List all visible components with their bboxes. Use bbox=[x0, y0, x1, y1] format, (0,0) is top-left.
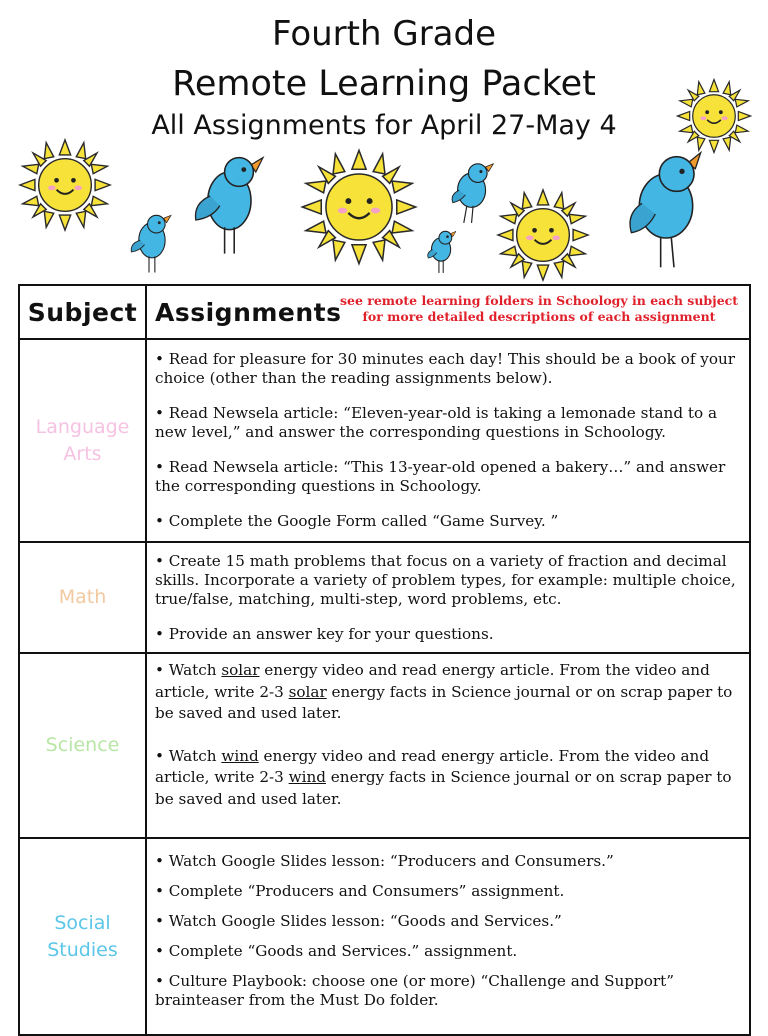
bird-icon bbox=[188, 148, 266, 256]
bird-icon bbox=[626, 148, 706, 272]
assignment-item: • Complete “Goods and Services.” assignment. bbox=[155, 942, 518, 960]
header bbox=[0, 0, 768, 280]
assignment-item: • Provide an answer key for your questions. bbox=[155, 624, 494, 643]
schoology-note: see remote learning folders in Schoology in each subject for more detailed descriptions of each assignment bbox=[339, 293, 739, 324]
assignment-item: • Watch Google Slides lesson: “Goods and Services.” bbox=[155, 912, 562, 930]
assignment-item: • Create 15 math problems that focus on a variety of fraction and decimal skills. Incorporate a variety of problem types, for example: multiple choice, true/false, matching, multi-step, word problems, etc. bbox=[155, 551, 736, 608]
assignments-math bbox=[146, 542, 750, 653]
sun-icon bbox=[300, 148, 418, 266]
bird-icon bbox=[444, 156, 496, 226]
assignment-item: • Watch wind energy video and read energy article. From the video and article, write 2-3 wind energy facts in Science journal or on scrap paper to be saved and used later. bbox=[155, 746, 732, 808]
assignments-header-label: Assignments bbox=[155, 297, 342, 327]
bird-icon bbox=[126, 208, 172, 274]
assignment-item: • Watch solar energy video and read energy article. From the video and article, write 2-3 solar energy facts in Science journal or on scrap paper to be saved and used later. bbox=[155, 661, 733, 722]
table-row bbox=[19, 653, 750, 838]
table-row bbox=[19, 339, 750, 542]
assignments-table bbox=[18, 284, 751, 1036]
title-line-3: All Assignments for April 27-May 4 bbox=[151, 110, 617, 141]
sun-icon bbox=[676, 78, 752, 154]
assignment-item: • Read Newsela article: “Eleven-year-old is taking a lemonade stand to a new level,” and answer the corresponding questions in Schoology. bbox=[155, 404, 718, 441]
subject-column-header: Subject bbox=[19, 285, 146, 339]
assignments-science bbox=[146, 653, 750, 838]
assignment-item: • Watch Google Slides lesson: “Producers and Consumers.” bbox=[155, 852, 614, 870]
title-line-1: Fourth Grade bbox=[271, 14, 497, 54]
assignment-item: • Complete “Producers and Consumers” assignment. bbox=[155, 882, 565, 900]
assignment-item: • Culture Playbook: choose one (or more) “Challenge and Support” brainteaser from the Must Do folder. bbox=[155, 972, 675, 1009]
subject-language-arts: Language Arts bbox=[19, 339, 146, 542]
bird-icon bbox=[424, 226, 456, 274]
sun-icon bbox=[496, 188, 590, 282]
sun-icon bbox=[18, 138, 112, 232]
table-row bbox=[19, 838, 750, 1035]
subject-math: Math bbox=[19, 542, 146, 653]
subject-science: Science bbox=[19, 653, 146, 838]
assignment-item: • Read for pleasure for 30 minutes each day! This should be a book of your choice (other than the reading assignments below). bbox=[155, 350, 736, 387]
assignments-column-header bbox=[146, 285, 750, 339]
title-line-2: Remote Learning Packet bbox=[172, 64, 596, 104]
table-header-row bbox=[19, 285, 750, 339]
assignment-item: • Complete the Google Form called “Game Survey. ” bbox=[155, 512, 559, 530]
table-row bbox=[19, 542, 750, 653]
assignment-item: • Read Newsela article: “This 13-year-old opened a bakery…” and answer the corresponding questions in Schoology. bbox=[155, 458, 726, 495]
subject-social-studies: Social Studies bbox=[19, 838, 146, 1035]
assignments-social-studies bbox=[146, 838, 750, 1035]
assignments-language-arts bbox=[146, 339, 750, 542]
